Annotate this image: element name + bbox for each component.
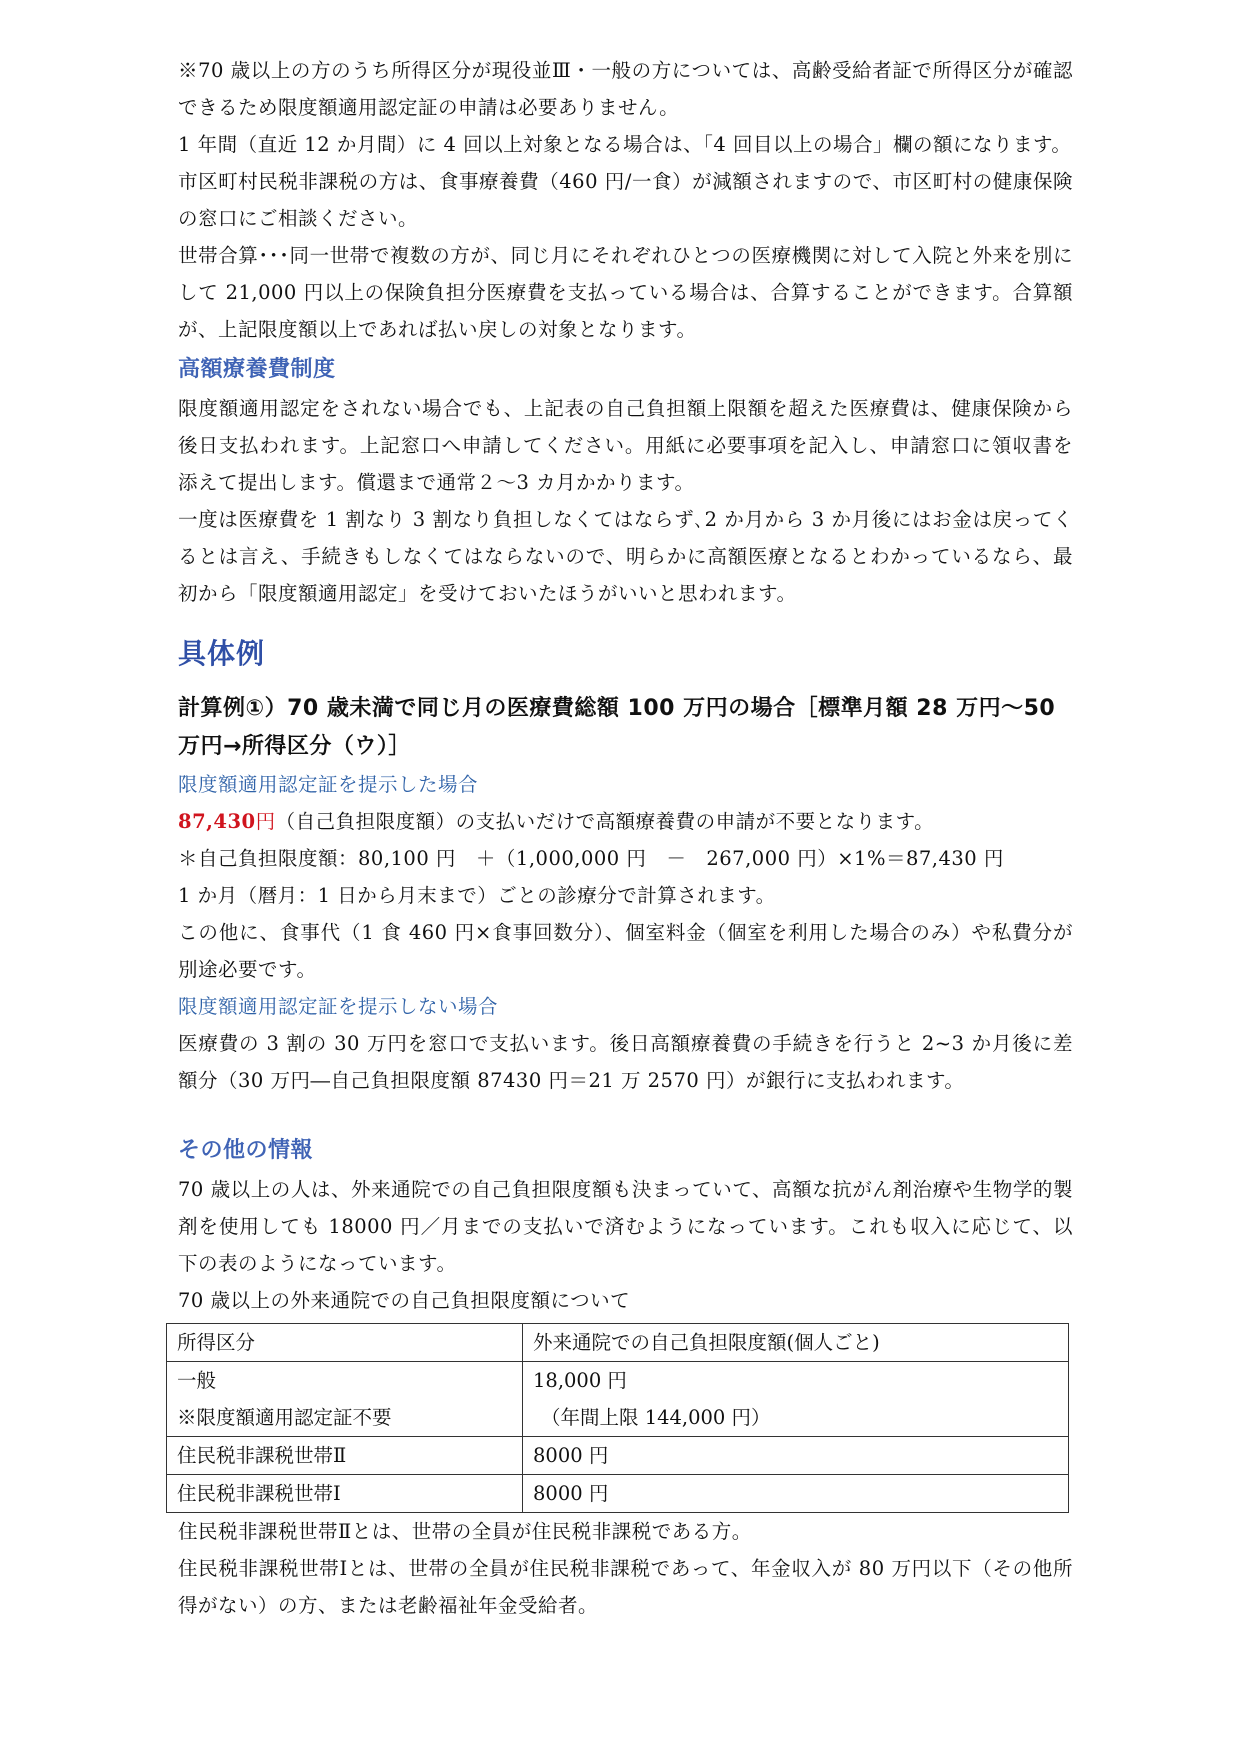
table-cell-text: （年間上限 144,000 円） <box>541 1406 771 1429</box>
table-cell-text: ※限度額適用認定証不要 <box>177 1406 392 1429</box>
kougaku-paragraph-2: 一度は医療費を 1 割なり 3 割なり負担しなくてはならず､2 か月から 3 か月後にはお金は戻ってくるとは言え、手続きもしなくてはならないので、明らかに高額医療となるとわかっているなら、最初から「限度額適用認定」を受けておいたほうがいいと思われます。 <box>178 508 1073 605</box>
table-cell <box>167 1362 523 1437</box>
intro-note-meal: 市区町村民税非課税の方は、食事療養費（460 円/一食）が減額されますので、市区町村の健康保険の窓口にご相談ください。 <box>178 170 1073 230</box>
table-row <box>167 1475 1069 1513</box>
table-header-cell: 外来通院での自己負担限度額(個人ごと) <box>523 1324 1069 1362</box>
table-cell: 住民税非課税世帯Ⅱ <box>167 1437 523 1475</box>
table-cell: 8000 円 <box>523 1437 1069 1475</box>
formula-line: ＊自己負担限度額：80,100 円 ＋（1,000,000 円 － 267,000 円）×1%＝87,430 円 <box>178 847 1004 870</box>
outpatient-limit-table <box>166 1323 1069 1513</box>
example-heading: 具体例 <box>178 637 266 670</box>
table-row <box>167 1362 1069 1437</box>
table-caption: 70 歳以上の外来通院での自己負担限度額について <box>178 1289 631 1312</box>
table-header-row <box>167 1324 1069 1362</box>
household-i-note: 住民税非課税世帯Ⅰとは、世帯の全員が住民税非課税であって、年金収入が 80 万円以下（その他所得がない）の方、または老齢福祉年金受給者。 <box>178 1557 1073 1617</box>
other-costs-note: この他に、食事代（1 食 460 円×食事回数分）、個室料金（個室を利用した場合のみ）や私費分が別途必要です。 <box>178 921 1073 981</box>
amount-line <box>178 803 1073 840</box>
kougaku-heading: 高額療養費制度 <box>178 357 336 382</box>
not-shown-case-text: 医療費の 3 割の 30 万円を窓口で支払います。後日高額療養費の手続きを行うと 2~3 か月後に差額分（30 万円―自己負担限度額 87430 円＝21 万 2570 円）が銀行に支払われます。 <box>178 1032 1073 1092</box>
amount-unit: 円 <box>255 810 276 833</box>
amount-description: （自己負担限度額）の支払いだけで高額療養費の申請が不要となります。 <box>275 810 935 833</box>
table-cell: 住民税非課税世帯Ⅰ <box>167 1475 523 1513</box>
calc-example-title: 計算例①）70 歳未満で同じ月の医療費総額 100 万円の場合［標準月額 28 万円～50 万円→所得区分（ウ）］ <box>178 696 1056 759</box>
household-ii-note: 住民税非課税世帯Ⅱとは、世帯の全員が住民税非課税である方。 <box>178 1520 752 1543</box>
other-info-paragraph: 70 歳以上の人は、外来通院での自己負担限度額も決まっていて、高額な抗がん剤治療や生物学的製剤を使用しても 18000 円／月までの支払いで済むようになっています。これも収入に応じて、以下の表のようになっています。 <box>178 1178 1073 1275</box>
shown-case-heading: 限度額適用認定証を提示した場合 <box>178 773 479 796</box>
table-cell <box>523 1362 1069 1437</box>
intro-note-4times: 1 年間（直近 12 か月間）に 4 回以上対象となる場合は、「4 回目以上の場合」欄の額になります。 <box>178 133 1072 156</box>
amount-value: 87,430 <box>178 810 256 833</box>
table-cell-text: 18,000 円 <box>533 1369 627 1392</box>
other-info-heading: その他の情報 <box>178 1138 314 1163</box>
table-cell: 8000 円 <box>523 1475 1069 1513</box>
table-row <box>167 1437 1069 1475</box>
intro-note-70: ※70 歳以上の方のうち所得区分が現役並Ⅲ・一般の方については、高齢受給者証で所得区分が確認できるため限度額適用認定証の申請は必要ありません。 <box>178 59 1073 119</box>
document-page <box>178 52 1073 1624</box>
intro-note-household: 世帯合算･･･同一世帯で複数の方が、同じ月にそれぞれひとつの医療機関に対して入院と外来を別にして 21,000 円以上の保険負担分医療費を支払っている場合は、合算することができます。合算額が、上記限度額以上であれば払い戻しの対象となります。 <box>178 244 1073 341</box>
kougaku-paragraph-1: 限度額適用認定をされない場合でも、上記表の自己負担額上限額を超えた医療費は、健康保険から後日支払われます。上記窓口へ申請してください。用紙に必要事項を記入し、申請窓口に領収書を添えて提出します。償還まで通常２～3 カ月かかります。 <box>178 397 1073 494</box>
month-note: 1 か月（暦月：1 日から月末まで）ごとの診療分で計算されます。 <box>178 884 776 907</box>
table-header-cell: 所得区分 <box>167 1324 523 1362</box>
table-cell-text: 一般 <box>177 1369 217 1392</box>
not-shown-case-heading: 限度額適用認定証を提示しない場合 <box>178 995 499 1018</box>
